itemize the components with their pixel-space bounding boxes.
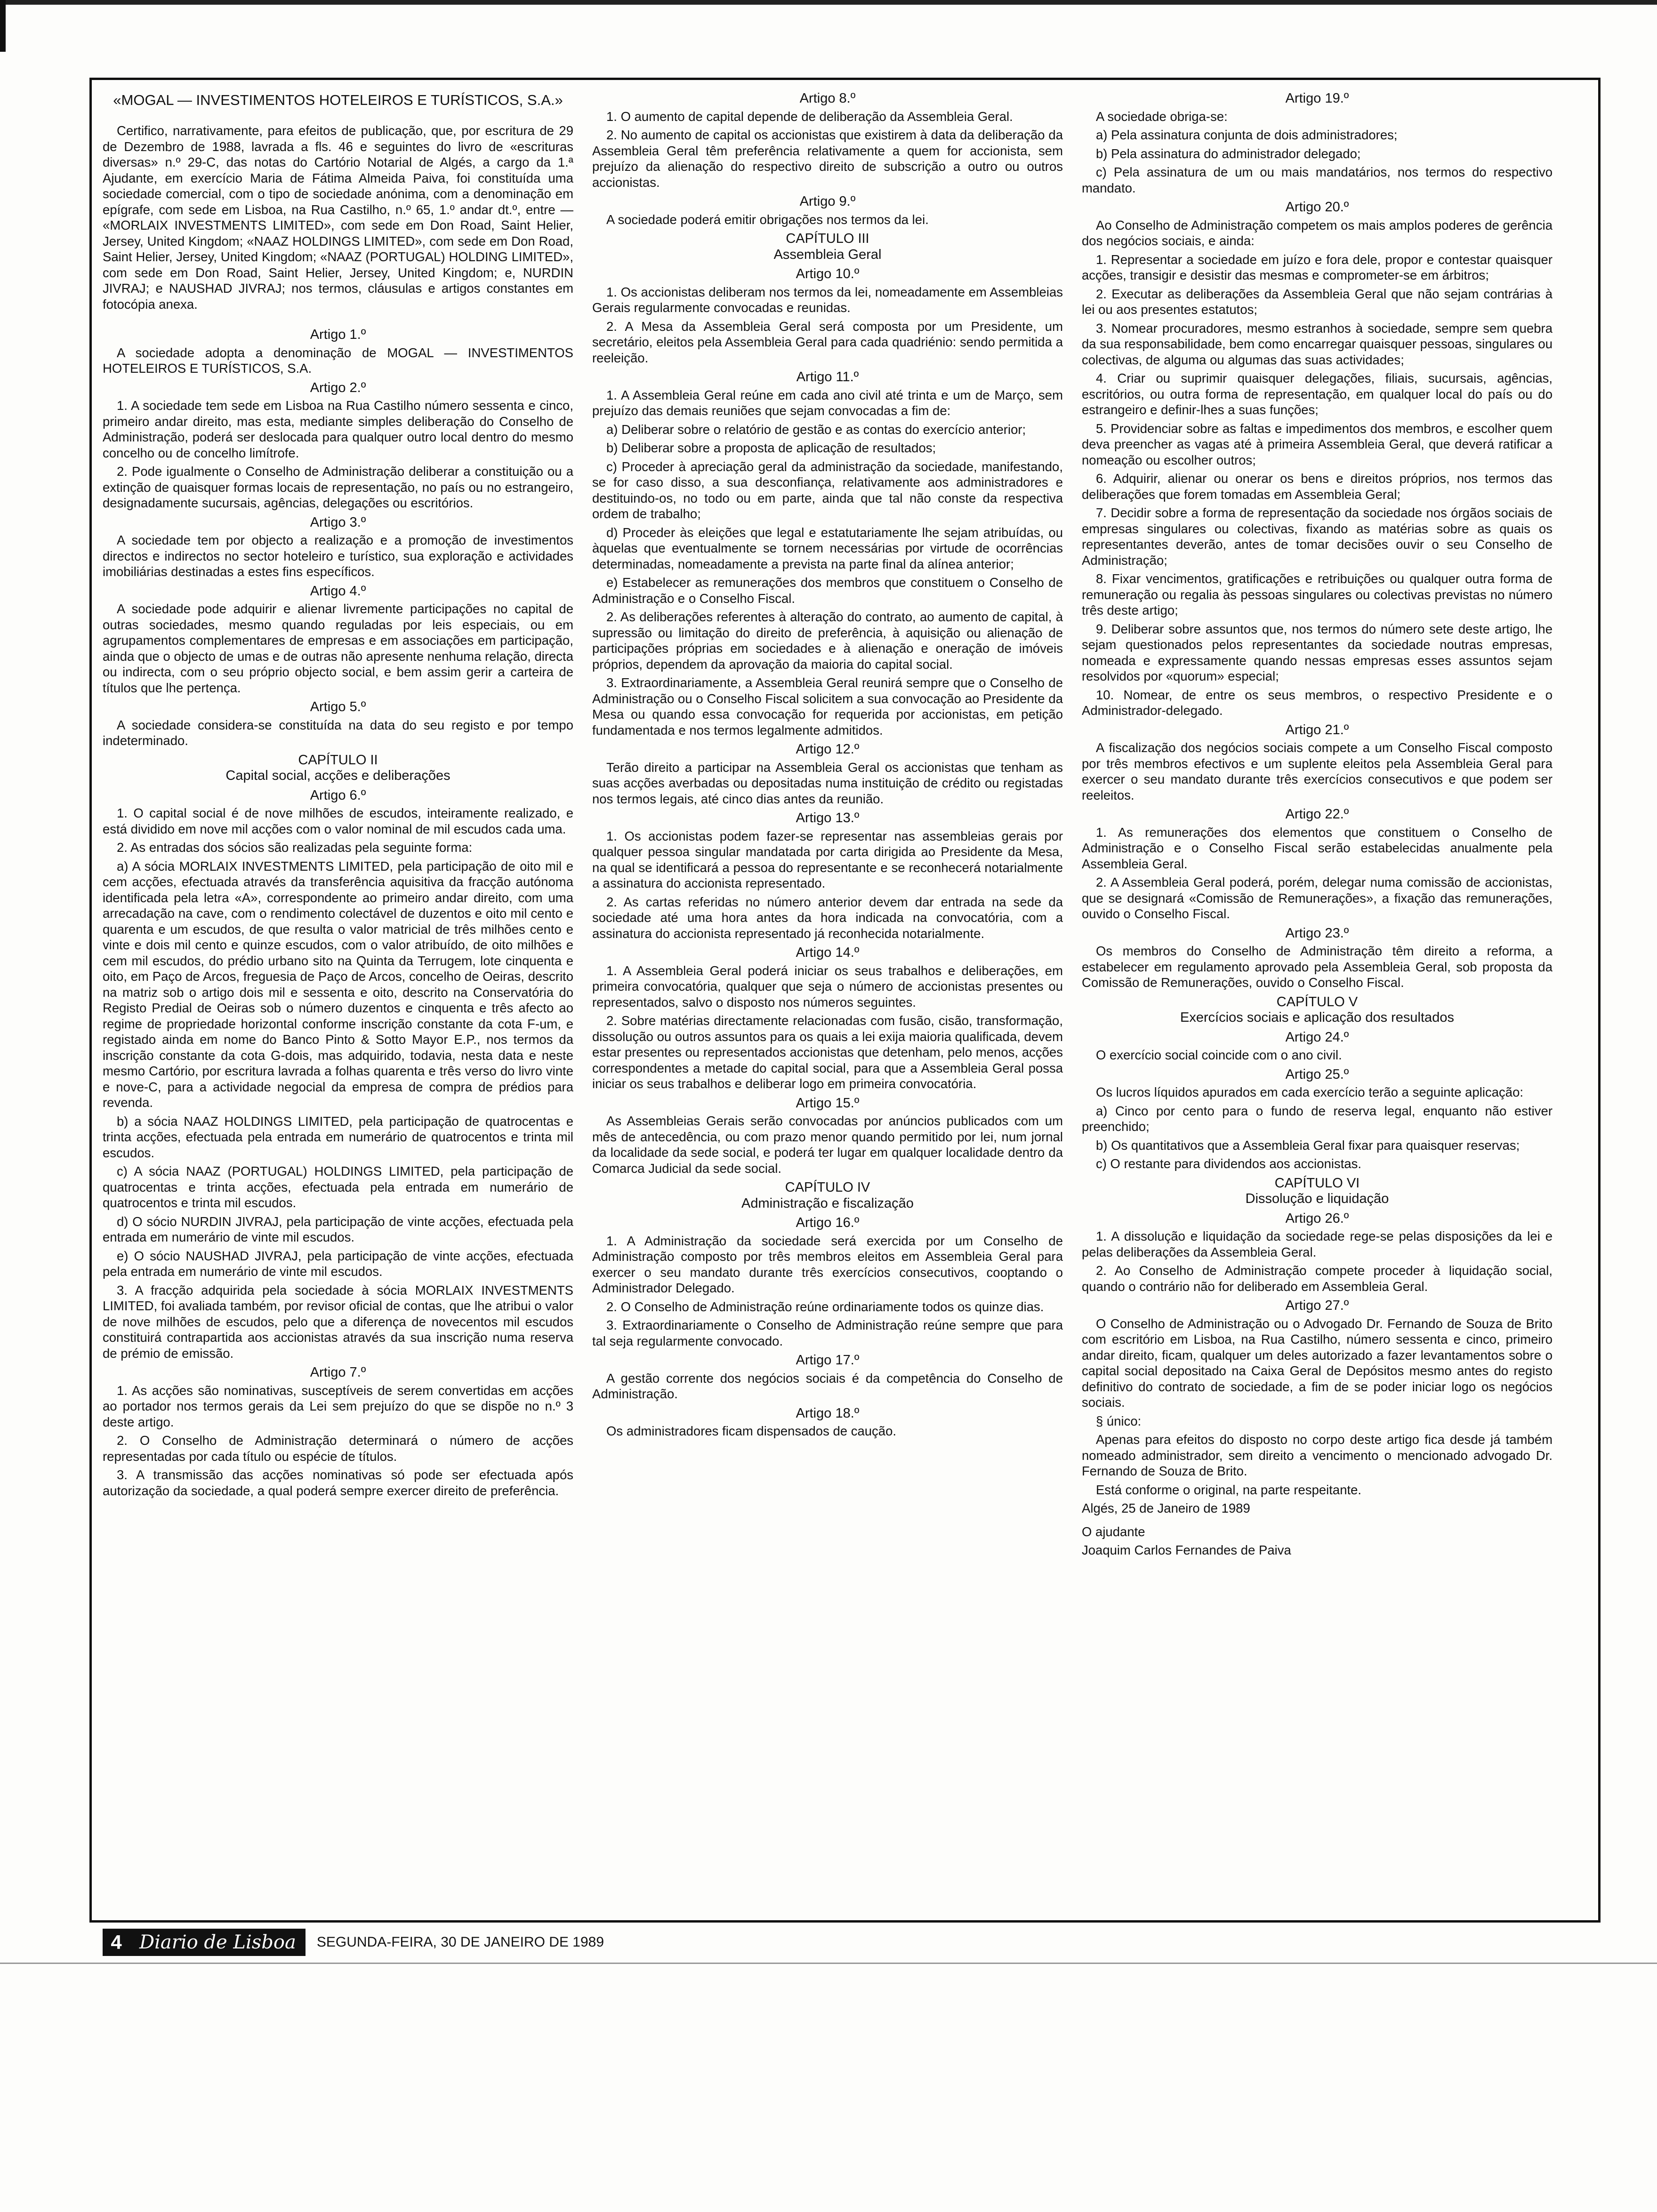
article-heading: Artigo 1.º <box>310 327 366 342</box>
article-text: 5. Providenciar sobre as faltas e impedimentos dos membros, e escolher quem deva preencher as vagas até à primeira Assembleia Geral, que deverá ratificar a nomeação ou escolher outros; <box>1082 421 1552 467</box>
page-footer <box>103 1927 604 1957</box>
article-heading: Artigo 5.º <box>310 699 366 714</box>
article-text: d) Proceder às eleições que legal e estatutariamente lhe sejam atribuídas, ou àquelas que eventualmente se tornem necessárias por virtude de ocorrências determinadas, nomeadamente a prevista na parte final da alínea anterior; <box>592 525 1063 571</box>
chapter-subtitle: Exercícios sociais e aplicação dos resultados <box>1180 1010 1454 1025</box>
article-text: 3. A transmissão das acções nominativas só pode ser efectuada após autorização da sociedade, a qual poderá sempre exercer direito de preferência. <box>103 1467 573 1498</box>
article-text: 1. Os accionistas deliberam nos termos da lei, nomeadamente em Assembleias Gerais regularmente convocadas e reunidas. <box>592 284 1063 315</box>
chapter-subtitle: Capital social, acções e deliberações <box>225 768 450 783</box>
article-text: A fiscalização dos negócios sociais compete a um Conselho Fiscal composto por três membros efectivos e um suplente eleitos pela Assembleia Geral para exercer o seu mandato durante três exercícios consecutivos e que podem ser reeleitos. <box>1082 740 1552 802</box>
column-1 <box>103 87 573 1501</box>
article-heading: Artigo 22.º <box>1285 807 1349 822</box>
article-text: 2. A Assembleia Geral poderá, porém, delegar numa comissão de accionistas, que se designará «Comissão de Remunerações», a fixação das remunerações, ouvido o Conselho Fiscal. <box>1082 875 1552 921</box>
intro-paragraph: Certifico, narrativamente, para efeitos de publicação, que, por escritura de 29 de Dezembro de 1988, lavrada a fls. 46 e seguintes do livro de «escrituras diversas» n.º 29-C, das notas do Cartório Notarial de Algés, a cargo da 1.ª Ajudante, em exercício Maria de Fátima Almeida Paiva, foi constituída uma sociedade comercial, com o tipo de sociedade anónima, com a denominação em epígrafe, com sede em Lisboa, na Rua Castilho, n.º 65, 1.º andar dt.º, entre — «MORLAIX INVESTMENTS LIMITED», com sede em Don Road, Saint Helier, Jersey, United Kingdom; «NAAZ HOLDINGS LIMITED», com sede em Don Road, Saint Helier, Jersey, United Kingdom; «NAAZ (PORTUGAL) HOLDING LIMITED», com sede em Don Road, Saint Helier, Jersey, United Kingdom; e, NURDIN JIVRAJ; e NAUSHAD JIVRAJ; nos termos, cláusulas e artigos constantes em fotocópia anexa. <box>103 123 573 312</box>
article-text: c) O restante para dividendos aos accionistas. <box>1096 1156 1362 1171</box>
chapter-heading: CAPÍTULO II <box>298 752 378 768</box>
article-text: 1. As remunerações dos elementos que constituem o Conselho de Administração e o Conselho Fiscal serão estabelecidas anualmente pela Assembleia Geral. <box>1082 825 1552 871</box>
article-text: 7. Decidir sobre a forma de representação da sociedade nos órgãos sociais de empresas singulares ou colectivas, fixando as matérias sobre as quais os representantes deverão, antes de tomar decisões ouvir o seu Conselho de Administração; <box>1082 505 1552 568</box>
newspaper-masthead: Diario de Lisboa <box>130 1929 306 1956</box>
article-heading: Artigo 12.º <box>796 742 860 757</box>
article-text: 1. A dissolução e liquidação da sociedade rege-se pelas disposições da lei e pelas deliberações da Assembleia Geral. <box>1082 1229 1552 1259</box>
article-heading: Artigo 14.º <box>796 945 860 960</box>
article-text: Ao Conselho de Administração competem os mais amplos poderes de gerência dos negócios sociais, e ainda: <box>1082 217 1552 248</box>
article-heading: Artigo 10.º <box>796 266 860 281</box>
article-heading: Artigo 18.º <box>796 1405 860 1421</box>
chapter-subtitle: Dissolução e liquidação <box>1245 1191 1389 1206</box>
article-heading: Artigo 15.º <box>796 1095 860 1111</box>
article-heading: Artigo 9.º <box>799 194 856 209</box>
article-text: As Assembleias Gerais serão convocadas por anúncios publicados com um mês de antecedência, ou com prazo menor quando permitido por lei, num jornal da localidade da sede social, e poderá ter lugar em qualquer localidade dentro da Comarca Judicial da sede social. <box>592 1114 1063 1176</box>
article-text: A sociedade adopta a denominação de MOGAL — INVESTIMENTOS HOTELEIROS E TURÍSTICOS, S.A. <box>103 345 573 376</box>
article-text: 4. Criar ou suprimir quaisquer delegações, filiais, sucursais, agências, escritórios, ou outra forma de representação, em qualquer local do país ou do estrangeiro e definir-lhes a suas funções; <box>1082 371 1552 417</box>
closing-text: Está conforme o original, na parte respeitante. <box>1096 1482 1362 1497</box>
article-heading: Artigo 24.º <box>1285 1029 1349 1045</box>
article-text: 1. Representar a sociedade em juízo e fora dele, propor e contestar quaisquer acções, transigir e desistir das mesmas e comprometer-se em árbitros; <box>1082 252 1552 282</box>
article-text: b) a sócia NAAZ HOLDINGS LIMITED, pela participação de quatrocentas e trinta acções, efectuada pela entrada em numerário de quatrocentos e trinta mil escudos. <box>103 1114 573 1160</box>
signatory-role: O ajudante <box>1082 1524 1145 1539</box>
chapter-subtitle: Assembleia Geral <box>773 247 882 262</box>
article-text: a) Cinco por cento para o fundo de reserva legal, enquanto não estiver preenchido; <box>1082 1103 1552 1134</box>
article-text: b) Pela assinatura do administrador delegado; <box>1096 146 1361 161</box>
article-heading: Artigo 2.º <box>310 380 366 395</box>
article-heading: Artigo 16.º <box>796 1215 860 1230</box>
article-text: 2. Sobre matérias directamente relacionadas com fusão, cisão, transformação, dissolução ou outros assuntos para os quais a lei exija maioria qualificada, devem estar presentes ou representados accionistas que detenham, pelo menos, acções correspondentes a metade do capital social, para que a Assembleia Geral possa iniciar os seus trabalhos e deliberar logo em primeira convocatória. <box>592 1013 1063 1091</box>
article-text: a) Deliberar sobre o relatório de gestão e as contas do exercício anterior; <box>606 422 1026 437</box>
article-heading: Artigo 3.º <box>310 514 366 530</box>
article-text: 2. A Mesa da Assembleia Geral será composta por um Presidente, um secretário, eleitos pela Assembleia Geral para cada quadriénio: sendo permitida a reeleição. <box>592 319 1063 365</box>
article-text: 1. As acções são nominativas, susceptíveis de serem convertidas em acções ao portador nos termos gerais da Lei sem prejuízo do que se dispõe no n.º 3 deste artigo. <box>103 1383 573 1429</box>
article-text: 10. Nomear, de entre os seus membros, o respectivo Presidente e o Administrador-delegado. <box>1082 687 1552 718</box>
article-text: 1. Os accionistas podem fazer-se representar nas assembleias gerais por qualquer pessoa singular mandatada por carta dirigida ao Presidente da Mesa, na qual se identificará a pessoa do representante e se reconhecerá notarialmente a assinatura do accionista representado. <box>592 828 1063 890</box>
article-text: a) Pela assinatura conjunta de dois administradores; <box>1096 128 1398 142</box>
article-heading: Artigo 23.º <box>1285 925 1349 941</box>
article-text: A sociedade tem por objecto a realização e a promoção de investimentos directos e indirectos no sector hoteleiro e turístico, sua exploração e actividades imobiliárias destinadas a estes fins específicos. <box>103 533 573 579</box>
article-heading: Artigo 4.º <box>310 583 366 599</box>
signatory-name: Joaquim Carlos Fernandes de Paiva <box>1082 1543 1291 1557</box>
article-text: Os membros do Conselho de Administração têm direito a reforma, a estabelecer em regulamento aprovado pela Assembleia Geral, sob proposta da Comissão de Remunerações, ouvido o Conselho Fiscal. <box>1082 944 1552 990</box>
article-heading: Artigo 20.º <box>1285 200 1349 215</box>
article-text: A sociedade considera-se constituída na data do seu registo e por tempo indeterminado. <box>103 717 573 748</box>
article-text: 1. A Assembleia Geral poderá iniciar os seus trabalhos e deliberações, em primeira convocatória, qualquer que seja o número de accionistas presentes ou representados, salvo o disposto nos números seguintes. <box>592 963 1063 1010</box>
article-text: c) Proceder à apreciação geral da administração da sociedade, manifestando, se for caso disso, a sua desconfiança, relativamente aos administradores e destituindo-os, no todo ou em parte, ainda que tal não conste da respectiva ordem de trabalho; <box>592 459 1063 521</box>
article-text: 2. Pode igualmente o Conselho de Administração deliberar a constituição ou a extinção de quaisquer formas locais de representação, no país ou no estrangeiro, designadamente sucursais, agências, delegações ou escritórios. <box>103 464 573 510</box>
article-text: 3. A fracção adquirida pela sociedade à sócia MORLAIX INVESTMENTS LIMITED, foi avaliada também, por revisor oficial de contas, que lhe atribui o valor de nove milhões de escudos, pelo que a diferença de novecentos mil escudos constituirá contrapartida aos accionistas através da sua inscrição numa reserva de prémio de emissão. <box>103 1282 573 1361</box>
article-text: Os administradores ficam dispensados de caução. <box>606 1424 897 1438</box>
article-text: 3. Extraordinariamente, a Assembleia Geral reunirá sempre que o Conselho de Administração ou o Conselho Fiscal solicitem a sua convocação ao Presidente da Mesa ou quando essa convocação for requerida por accionistas, em petição fundamentada e nos termos legalmente admitidos. <box>592 675 1063 737</box>
chapter-heading: CAPÍTULO VI <box>1274 1175 1360 1191</box>
article-heading: Artigo 19.º <box>1285 91 1349 106</box>
article-text: 8. Fixar vencimentos, gratificações e retribuições ou qualquer outra forma de remuneração ou regalia às pessoas singulares ou colectivas previstas no número três deste artigo; <box>1082 571 1552 617</box>
article-text: c) Pela assinatura de um ou mais mandatários, nos termos do respectivo mandato. <box>1082 165 1552 195</box>
article-heading: Artigo 6.º <box>310 787 366 803</box>
article-heading: Artigo 27.º <box>1285 1298 1349 1313</box>
page-number: 4 <box>103 1929 130 1956</box>
article-text: e) Estabelecer as remunerações dos membros que constituem o Conselho de Administração e o Conselho Fiscal. <box>592 575 1063 606</box>
article-text: 6. Adquirir, alienar ou onerar os bens e direitos próprios, nos termos das deliberações que forem tomadas em Assembleia Geral; <box>1082 471 1552 502</box>
article-text: Os lucros líquidos apurados em cada exercício terão a seguinte aplicação: <box>1096 1085 1524 1099</box>
article-heading: Artigo 13.º <box>796 810 860 825</box>
page-edge-mark <box>0 0 6 52</box>
article-heading: Artigo 17.º <box>796 1353 860 1368</box>
article-text: O exercício social coincide com o ano civil. <box>1096 1048 1342 1062</box>
article-text: d) O sócio NURDIN JIVRAJ, pela participação de vinte acções, efectuada pela entrada em numerário de vinte mil escudos. <box>103 1214 573 1244</box>
article-text: Terão direito a participar na Assembleia Geral os accionistas que tenham as suas acções averbadas ou depositadas numa instituição de crédito ou registadas nos termos legais, até cinco dias antes da reunião. <box>592 760 1063 806</box>
article-text: 3. Nomear procuradores, mesmo estranhos à sociedade, sempre sem quebra da sua responsabilidade, bem como encarregar quaisquer pessoas, singulares ou colectivas, de alguma ou algumas das suas actividades; <box>1082 321 1552 367</box>
article-text: A gestão corrente dos negócios sociais é da competência do Conselho de Administração. <box>592 1370 1063 1401</box>
article-text: A sociedade poderá emitir obrigações nos termos da lei. <box>606 212 929 227</box>
chapter-heading: CAPÍTULO V <box>1276 994 1358 1010</box>
article-text: 2. As deliberações referentes à alteração do contrato, ao aumento de capital, à supressão ou limitação do direito de preferência, à aquisição ou alienação de participações próprias em sociedades e à alienação e oneração de imóveis próprios, dependem da aprovação da maioria do capital social. <box>592 609 1063 672</box>
article-text: 1. O aumento de capital depende de deliberação da Assembleia Geral. <box>606 109 1013 124</box>
article-text: 1. A sociedade tem sede em Lisboa na Rua Castilho número sessenta e cinco, primeiro andar direito, mas esta, mediante simples deliberação do Conselho de Administração, poderá ser deslocada para qualquer outro local dentro do mesmo concelho ou de concelho limítrofe. <box>103 398 573 460</box>
article-text: A sociedade pode adquirir e alienar livremente participações no capital de outras sociedades, mesmo quando reguladas por leis especiais, ou em agrupamentos complementares de empresas e em associações em participação, ainda que o objecto de umas e de outras não apresente nenhuma relação, directa ou indirecta, com o seu próprio objecto social, e bem assim gerir a carteira de títulos que lhe pertença. <box>103 601 573 695</box>
article-text: 2. As cartas referidas no número anterior devem dar entrada na sede da sociedade até uma hora antes da hora indicada na convocatória, com a assinatura do accionista representado já reconhecida notarialmente. <box>592 894 1063 941</box>
article-text: O Conselho de Administração ou o Advogado Dr. Fernando de Souza de Brito com escritório em Lisboa, na Rua Castilho, número sessenta e cinco, primeiro andar direito, ficam, qualquer um deles autorizado a fazer levantamentos sobre o capital social depositado na Caixa Geral de Depósitos mesmo antes do registo definitivo do contrato de sociedade, a fim de se poder iniciar logo os negócios sociais. <box>1082 1316 1552 1410</box>
article-text: c) A sócia NAAZ (PORTUGAL) HOLDINGS LIMITED, pela participação de quatrocentas e trinta acções, efectuada pela entrada em numerário de quatrocentos e trinta mil escudos. <box>103 1164 573 1210</box>
chapter-subtitle: Administração e fiscalização <box>741 1195 914 1211</box>
article-heading: Artigo 11.º <box>796 369 859 385</box>
article-text: A sociedade obriga-se: <box>1096 109 1228 124</box>
article-text: 9. Deliberar sobre assuntos que, nos termos do número sete deste artigo, lhe sejam questionados pelos representantes da sociedade noutras empresas, nomeada e expressamente quando nessas empresas esses assuntos sejam resolvidos por «quorum» especial; <box>1082 621 1552 683</box>
article-text: 1. A Administração da sociedade será exercida por um Conselho de Administração composto por três membros eleitos em Assembleia Geral para exercer o seu mandato durante três exercícios consecutivos, cooptando o Administrador Delegado. <box>592 1233 1063 1295</box>
article-heading: Artigo 7.º <box>310 1365 366 1380</box>
notice-title: «MOGAL — INVESTIMENTOS HOTELEIROS E TURÍSTICOS, S.A.» <box>113 92 563 108</box>
article-text: 1. A Assembleia Geral reúne em cada ano civil até trinta e um de Março, sem prejuízo das demais reuniões que sejam convocadas a fim de: <box>592 387 1063 418</box>
column-3 <box>1082 87 1552 1561</box>
article-text: 2. O Conselho de Administração reúne ordinariamente todos os quinze dias. <box>606 1299 1044 1314</box>
article-text: 2. As entradas dos sócios são realizadas pela seguinte forma: <box>117 840 473 855</box>
article-text: b) Deliberar sobre a proposta de aplicação de resultados; <box>606 441 936 455</box>
article-heading: Artigo 25.º <box>1285 1066 1349 1082</box>
column-2 <box>592 87 1063 1442</box>
chapter-heading: CAPÍTULO IV <box>785 1180 870 1195</box>
article-text: 1. O capital social é de nove milhões de escudos, inteiramente realizado, e está dividido em nove mil acções com o valor nominal de mil escudos cada uma. <box>103 806 573 836</box>
article-text: 2. O Conselho de Administração determinará o número de acções representadas por cada título ou espécie de títulos. <box>103 1433 573 1464</box>
article-text: 3. Extraordinariamente o Conselho de Administração reúne sempre que para tal seja regularmente convocado. <box>592 1318 1063 1348</box>
issue-date: SEGUNDA-FEIRA, 30 DE JANEIRO DE 1989 <box>316 1934 604 1950</box>
article-text: 2. Ao Conselho de Administração compete proceder à liquidação social, quando o contrário não for deliberado em Assembleia Geral. <box>1082 1263 1552 1294</box>
footer-rule <box>0 1963 1657 1964</box>
place-date: Algés, 25 de Janeiro de 1989 <box>1082 1501 1250 1515</box>
article-text: Apenas para efeitos do disposto no corpo deste artigo fica desde já também nomeado administrador, sem direito a vencimento o mencionado advogado Dr. Fernando de Souza de Brito. <box>1082 1432 1552 1478</box>
article-text: 2. Executar as deliberações da Assembleia Geral que não sejam contrárias à lei ou aos presentes estatutos; <box>1082 286 1552 317</box>
article-heading: Artigo 21.º <box>1285 722 1349 737</box>
article-heading: Artigo 8.º <box>799 91 856 106</box>
article-text: 2. No aumento de capital os accionistas que existirem à data da deliberação da Assembleia Geral têm preferência relativamente a quem for accionista, sem prejuízo da alienação do respectivo direito de subscrição a outro ou outros accionistas. <box>592 128 1063 190</box>
article-text: e) O sócio NAUSHAD JIVRAJ, pela participação de vinte acções, efectuada pela entrada em numerário de vinte mil escudos. <box>103 1248 573 1279</box>
article-text: b) Os quantitativos que a Assembleia Geral fixar para quaisquer reservas; <box>1096 1138 1520 1153</box>
article-heading: Artigo 26.º <box>1285 1210 1349 1226</box>
page-top-rule <box>0 0 1657 5</box>
chapter-heading: CAPÍTULO III <box>786 231 869 246</box>
article-text: § único: <box>1096 1413 1142 1428</box>
article-text: a) A sócia MORLAIX INVESTMENTS LIMITED, pela participação de oito mil e cem acções, efectuada através da transferência aquisitiva da fracção autónoma identificada pela letra «A», correspondente ao primeiro andar direito, com uma arrecadação na cave, com o rendimento colectável de duzentos e oito mil cento e quarenta e um escudos, de que resulta o valor matricial de três milhões cento e vinte e dois mil cento e quinze escudos, com o valor atribuído, de oito milhões e cem mil escudos, do prédio urbano sito na Quinta da Terrugem, lote cinquenta e oito, em Paço de Arcos, freguesia de Paço de Arcos, concelho de Oeiras, descrito na matriz sob o artigo dois mil e sessenta e oito, descrito na Conservatória do Registo Predial de Oeiras sob o número duzentos e cinquenta e três afecto ao regime de propriedade horizontal conforme inscrição constante da cota F-um, e registado ainda em nome do Banco Pinto & Sotto Mayor E.P., nos termos da inscrição constante da cota G-dois, mas adquirido, todavia, nesta data e neste mesmo Cartório, por escritura lavrada a folhas quarenta e três verso do livro vinte e nove-C, para a actividade negocial da empresa de compra de prédios para revenda. <box>103 858 573 1110</box>
